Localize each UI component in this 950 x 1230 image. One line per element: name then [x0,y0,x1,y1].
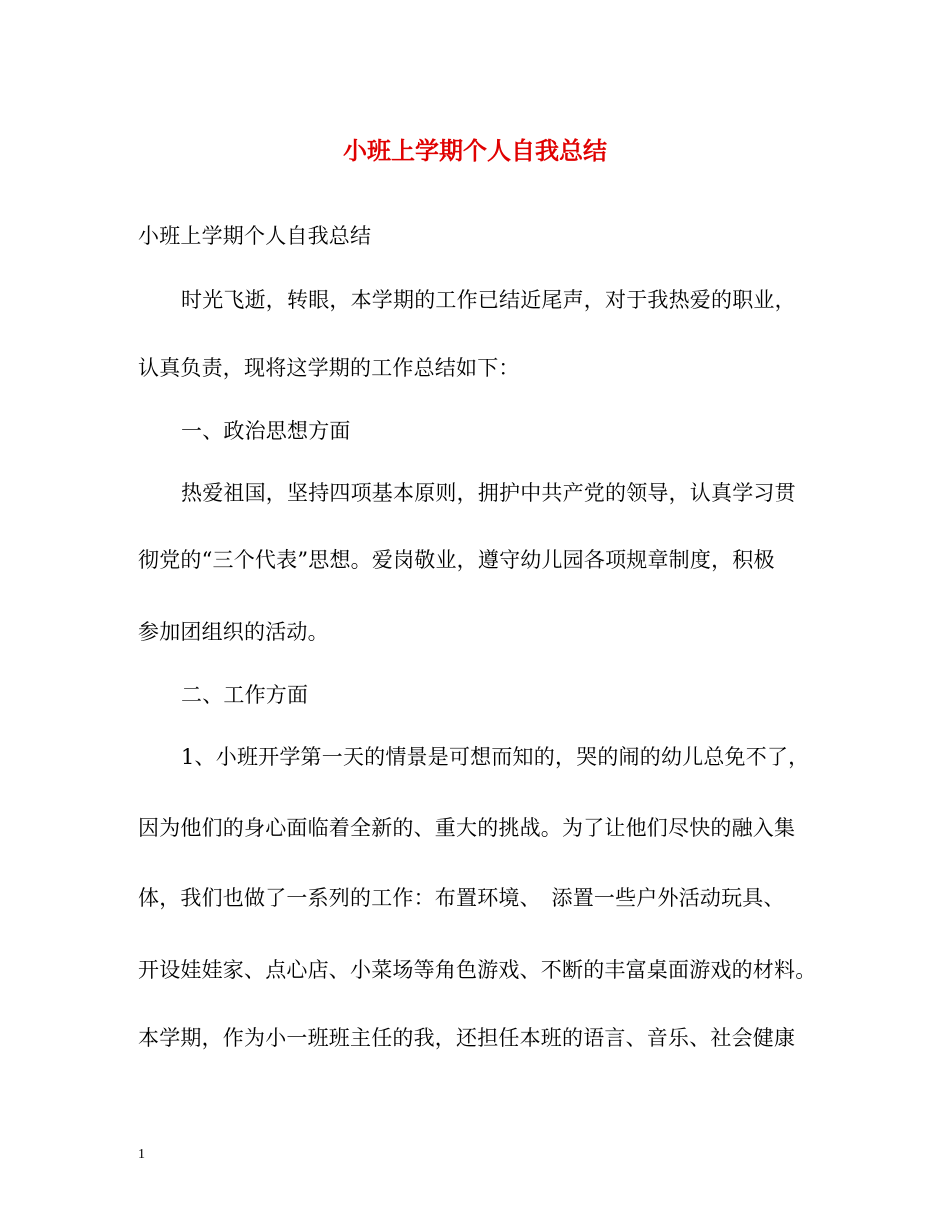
subtitle-line: 小班上学期个人自我总结 [138,224,372,248]
paragraph-line: 彻党的“三个代表”思想。爱岗敬业，遵守幼儿园各项规章制度，积极 [138,548,775,572]
paragraph-line: 热爱祖国，坚持四项基本原则，拥护中共产党的领导，认真学习贯 [181,481,796,505]
paragraph-line: 本学期，作为小一班班主任的我，还担任本班的语言、音乐、社会健康 [138,1026,796,1050]
paragraph-line: 参加团组织的活动。 [138,620,329,644]
paragraph-line: 体，我们也做了一系列的工作：布置环境、 添置一些户外活动玩具、 [138,886,785,910]
paragraph-line: 1、小班开学第一天的情景是可想而知的，哭的闹的幼儿总免不了， [181,745,810,769]
section-heading: 二、工作方面 [181,683,309,707]
paragraph-line: 认真负责，现将这学期的工作总结如下： [138,356,520,380]
paragraph-line: 开设娃娃家、点心店、小菜场等角色游戏、不断的丰富桌面游戏的材料。 [138,958,817,982]
page-number: 1 [138,1147,145,1162]
paragraph-line: 因为他们的身心面临着全新的、重大的挑战。为了让他们尽快的融入集 [138,816,796,840]
paragraph-line: 时光飞逝，转眼，本学期的工作已结近尾声，对于我热爱的职业， [181,288,796,312]
document-title: 小班上学期个人自我总结 [343,136,607,165]
section-heading: 一、政治思想方面 [181,419,351,443]
